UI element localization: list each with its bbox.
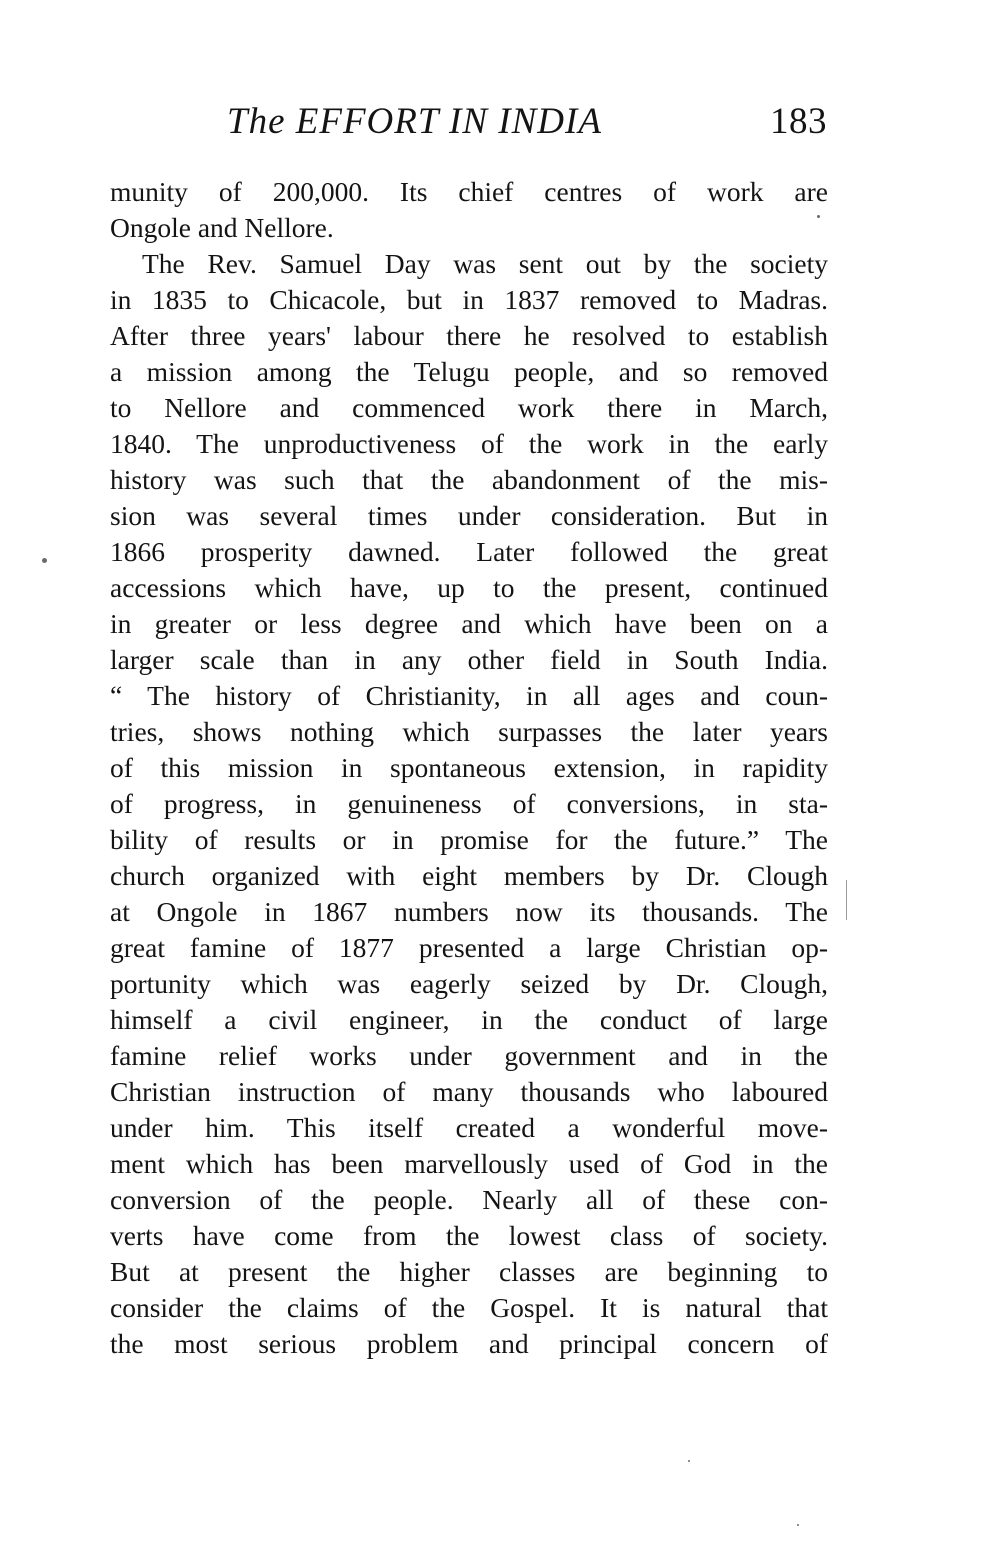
page-number: 183 [770,101,827,142]
body-text [110,174,828,1362]
scan-speck [797,1524,799,1526]
text-line: himself a civil engineer, in the conduct of large [110,1004,828,1035]
text-line: The Rev. Samuel Day was sent out by the society [142,248,828,279]
text-line: Christian instruction of many thousands who laboured [110,1076,828,1107]
running-head-title: The EFFORT IN INDIA [227,101,602,142]
text-line: at Ongole in 1867 numbers now its thousands. The [110,896,828,927]
text-line: in greater or less degree and which have been on a [110,608,828,639]
text-line: “ The history of Christianity, in all ages and coun- [110,680,828,711]
text-line: under him. This itself created a wonderful move- [110,1112,828,1143]
running-head [227,100,827,144]
text-line: consider the claims of the Gospel. It is natural that [110,1292,828,1323]
text-line: conversion of the people. Nearly all of these con- [110,1184,828,1215]
text-line: portunity which was eagerly seized by Dr. Clough, [110,968,828,999]
text-line: to Nellore and commenced work there in March, [110,392,828,423]
text-line: a mission among the Telugu people, and so removed [110,356,828,387]
text-line: great famine of 1877 presented a large Christian op- [110,932,828,963]
scan-speck [817,215,820,218]
scan-speck [846,880,847,920]
text-line: Ongole and Nellore. [110,212,334,243]
text-line: 1840. The unproductiveness of the work in the early [110,428,828,459]
scan-speck [688,1460,690,1462]
text-line: history was such that the abandonment of the mis- [110,464,828,495]
text-line: in 1835 to Chicacole, but in 1837 removed to Madras. [110,284,828,315]
text-line: famine relief works under government and in the [110,1040,828,1071]
text-line: accessions which have, up to the present, continued [110,572,828,603]
text-line: munity of 200,000. Its chief centres of work are [110,176,828,207]
text-line: But at present the higher classes are beginning to [110,1256,828,1287]
text-line: 1866 prosperity dawned. Later followed the great [110,536,828,567]
text-line: tries, shows nothing which surpasses the later years [110,716,828,747]
text-line: sion was several times under consideration. But in [110,500,828,531]
text-line: of progress, in genuineness of conversions, in sta- [110,788,828,819]
text-line: the most serious problem and principal concern of [110,1328,828,1359]
text-line: verts have come from the lowest class of society. [110,1220,828,1251]
text-line: bility of results or in promise for the future.” The [110,824,828,855]
text-line: larger scale than in any other field in South India. [110,644,828,675]
margin-dot [42,558,47,563]
text-line: church organized with eight members by Dr. Clough [110,860,828,891]
text-line: of this mission in spontaneous extension, in rapidity [110,752,828,783]
text-line: ment which has been marvellously used of God in the [110,1148,828,1179]
text-line: After three years' labour there he resolved to establish [110,320,828,351]
